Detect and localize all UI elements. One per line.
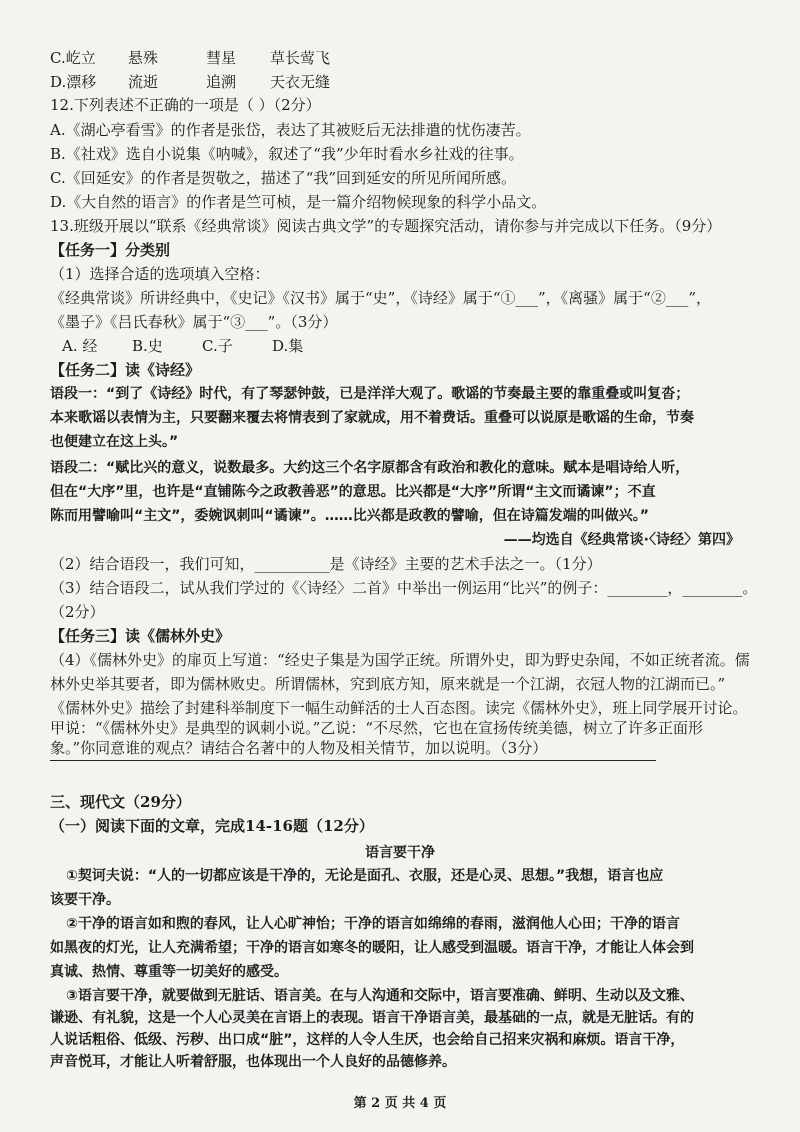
task-3-line-1: （4）《儒林外史》的扉页上写道：“经史子集是为国学正统。所谓外史，即为野史杂闻，不如正统者流。儒 (50, 651, 750, 669)
page-footer: 第 2 页 共 4 页 (353, 1096, 447, 1111)
article-p3-line-1: ③语言要干净，就要做到无脏话、语言美。在与人沟通和交际中，语言要准确、鲜明、生动以及文雅、 (66, 988, 694, 1004)
article-p3-line-4: 声音悦耳，才能让人听着舒服，也体现出一个人良好的品德修养。 (50, 1054, 456, 1070)
option-c-w0: C.屹立 (50, 49, 96, 67)
question-12-option-c: C.《回延安》的作者是贺敬之，描述了“我”回到延安的所见所闻所感。 (50, 169, 517, 187)
task-1-line-2: 《墨子》《吕氏春秋》属于“③___”。（3分） (50, 313, 338, 331)
task-2-heading: 【任务二】读《诗经》 (50, 361, 201, 379)
task-3-line-4: 甲说：“《儒林外史》是典型的讽刺小说。”乙说：“不尽然，它也在宣扬传统美德，树立了许多正面形 (50, 719, 704, 737)
choice-b: B.史 (132, 337, 163, 355)
option-d-w1: 流逝 (128, 73, 159, 91)
article-p2-line-1: ②干净的语言如和煦的春风，让人心旷神怡；干净的语言如绵绵的春雨，滋润他人心田；干净的语言 (66, 916, 680, 932)
task-1-instruction: （1）选择合适的选项填入空格： (50, 265, 270, 283)
article-p3-line-2: 谦逊、有礼貌，这是一个人心灵美在言语上的表现。语言干净语言美，最基础的一点，就是无脏话。有的 (50, 1010, 694, 1026)
option-d-w2: 追溯 (206, 73, 237, 91)
article-p1-line-2: 该要干净。 (50, 892, 120, 908)
question-12-stem: 12.下列表述不正确的一项是（ ）（2分） (50, 96, 321, 114)
section-3-heading: 三、现代文（29分） (50, 793, 191, 811)
choice-c: C.子 (202, 337, 233, 355)
question-12-option-a: A.《湖心亭看雪》的作者是张岱，表达了其被贬后无法排遣的忧伤凄苦。 (50, 121, 531, 139)
article-p1-line-1: ①契诃夫说：“人的一切都应该是干净的，无论是面孔、衣服，还是心灵、思想。”我想，语言也应 (66, 868, 664, 884)
choice-a: A. 经 (62, 337, 98, 355)
passage-source: ——均选自《经典常谈·〈诗经〉第四》 (503, 532, 740, 548)
choice-d: D.集 (272, 337, 304, 355)
option-c-w1: 悬殊 (128, 49, 159, 67)
article-p3-line-3: 人说话粗俗、低级、污秽、出口成“脏”，这样的人令人生厌，也会给自己招来灾祸和麻烦。语言干净， (50, 1032, 685, 1048)
task-2-question-2: （2）结合语段一，我们可知，__________是《诗经》主要的艺术手法之一。（1分） (50, 555, 602, 573)
passage-1-line-2: 本来歌谣以表情为主，只要翻来覆去将情表到了家就成，用不着费话。重叠可以说原是歌谣的生命，节奏 (50, 410, 694, 426)
passage-1-line-1: 语段一：“到了《诗经》时代，有了琴瑟钟鼓，已是洋洋大观了。歌谣的节奏最主要的靠重叠或叫复沓； (50, 386, 690, 402)
option-c-row (50, 48, 330, 68)
task-3-line-3: 《儒林外史》描绘了封建科举制度下一幅生动鲜活的士人百态图。读完《儒林外史》，班上同学展开讨论。 (50, 699, 748, 717)
answer-line (50, 760, 656, 761)
task-2-question-3: （3）结合语段二，试从我们学过的《〈诗经〉二首》中举出一例运用“比兴”的例子：________，________。 (50, 579, 758, 597)
question-13-stem: 13.班级开展以“联系《经典常谈》阅读古典文学”的专题探究活动，请你参与并完成以下任务。（9分） (50, 217, 722, 235)
option-d-w0: D.漂移 (50, 73, 97, 91)
task-3-heading: 【任务三】读《儒林外史》 (50, 627, 231, 645)
task-1-choices (62, 336, 342, 356)
article-p2-line-2: 如黑夜的灯光，让人充满希望；干净的语言如寒冬的暖阳，让人感受到温暖。语言干净，才能让人体会到 (50, 940, 694, 956)
article-p2-line-3: 真诚、热情、尊重等一切美好的感受。 (50, 964, 288, 980)
task-1-line-1: 《经典常谈》所讲经典中，《史记》《汉书》属于“史”，《诗经》属于“①___”，《离骚》属于“②___”， (50, 289, 712, 307)
task-3-line-2: 林外史举其要者，即为儒林败史。所谓儒林，究到底方知，原来就是一个江湖，衣冠人物的江湖而已。” (50, 675, 726, 693)
task-2-question-3-score: （2分） (50, 603, 105, 621)
option-c-w3: 草长莺飞 (270, 49, 331, 67)
article-title: 语言要干净 (365, 845, 435, 861)
passage-2-line-2: 但在“大序”里，也许是“直铺陈今之政教善恶”的意思。比兴都是“大序”所谓“主文而谲谏”；不直 (50, 484, 656, 500)
task-3-line-5: 象。”你同意谁的观点？请结合名著中的人物及相关情节，加以说明。（3分） (50, 739, 548, 757)
option-d-row (50, 72, 330, 92)
question-12-option-d: D.《大自然的语言》的作者是竺可桢，是一篇介绍物候现象的科学小品文。 (50, 193, 547, 211)
question-12-option-b: B.《社戏》选自小说集《呐喊》，叙述了“我”少年时看水乡社戏的往事。 (50, 145, 524, 163)
option-c-w2: 彗星 (206, 49, 237, 67)
passage-2-line-3: 陈而用譬喻叫“主文”，委婉讽刺叫“谲谏”。……比兴都是政教的譬喻，但在诗篇发端的叫做兴。” (50, 508, 650, 524)
passage-1-line-3: 也便建立在这上头。” (50, 434, 179, 450)
option-d-w3: 天衣无缝 (270, 73, 331, 91)
part-1-heading: （一）阅读下面的文章，完成14-16题（12分） (50, 817, 374, 835)
task-1-heading: 【任务一】分类别 (50, 241, 171, 259)
passage-2-line-1: 语段二：“赋比兴的意义，说数最多。大约这三个名字原都含有政治和教化的意味。赋本是唱诗给人听， (50, 460, 690, 476)
